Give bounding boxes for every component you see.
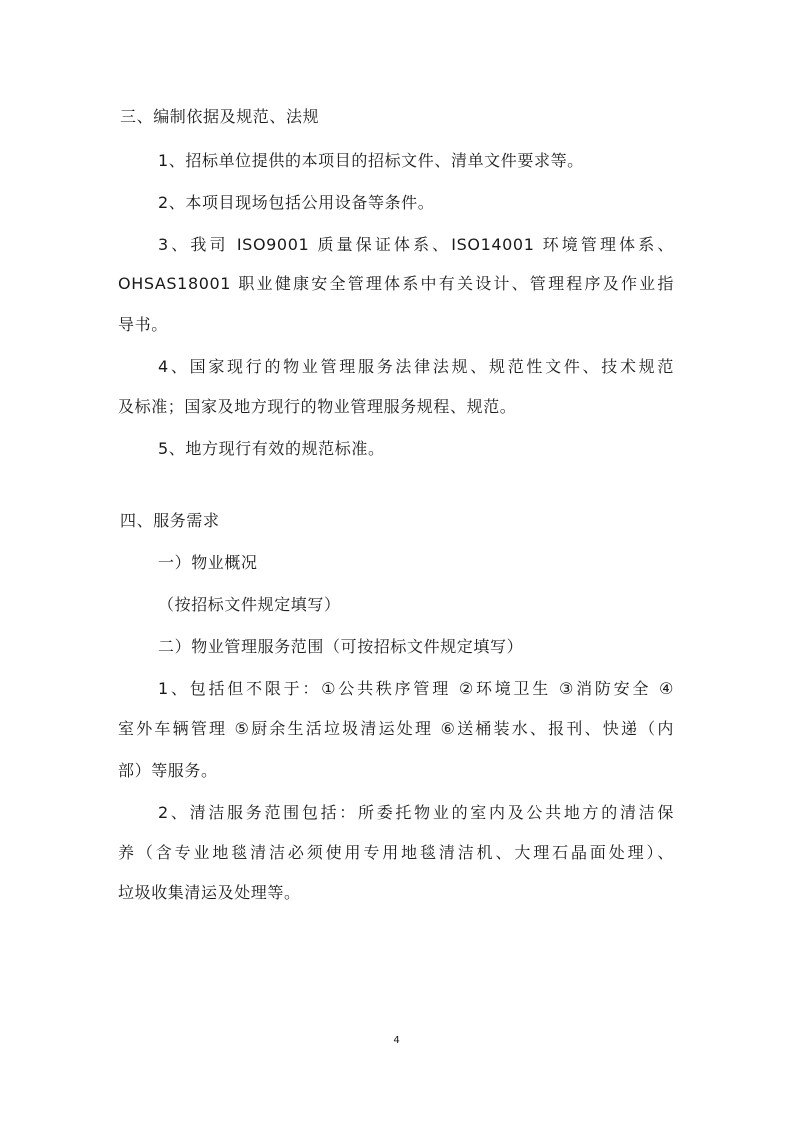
section-3-item-5: 5、地方现行有效的规范标准。 bbox=[158, 439, 385, 458]
section-3-item-3-line-1: 3、我司 ISO9001 质量保证体系、ISO14001 环境管理体系、 bbox=[158, 235, 674, 254]
subsection-2-title: 二）物业管理服务范围（可按招标文件规定填写） bbox=[158, 637, 524, 656]
section-3-item-1: 1、招标单位提供的本项目的招标文件、清单文件要求等。 bbox=[158, 151, 584, 170]
section-3-item-2: 2、本项目现场包括公用设备等条件。 bbox=[158, 193, 435, 212]
section-4-heading: 四、服务需求 bbox=[120, 511, 220, 530]
section-3-heading: 三、编制依据及规范、法规 bbox=[120, 107, 320, 126]
subsection-2-item-2-line-2: 养（含专业地毯清洁必须使用专用地毯清洁机、大理石晶面处理）、 bbox=[118, 843, 674, 862]
page-number: 4 bbox=[393, 1035, 400, 1046]
subsection-1-title: 一）物业概况 bbox=[158, 553, 258, 572]
subsection-2-item-1-line-3: 部）等服务。 bbox=[118, 761, 218, 780]
subsection-2-item-2-line-3: 垃圾收集清运及处理等。 bbox=[118, 883, 301, 902]
subsection-2-item-2-line-1: 2、清洁服务范围包括：所委托物业的室内及公共地方的清洁保 bbox=[158, 803, 674, 822]
subsection-1-note: （按招标文件规定填写） bbox=[158, 595, 341, 614]
section-3-item-3-line-2: OHSAS18001 职业健康安全管理体系中有关设计、管理程序及作业指 bbox=[118, 274, 674, 293]
subsection-2-item-1-line-2: 室外车辆管理 ⑤厨余生活垃圾清运处理 ⑥送桶装水、报刊、快递（内 bbox=[118, 719, 674, 738]
section-3-item-4-line-1: 4、国家现行的物业管理服务法律法规、规范性文件、技术规范 bbox=[158, 357, 674, 376]
section-3-item-3-line-3: 导书。 bbox=[118, 315, 168, 334]
subsection-2-item-1-line-1: 1、包括但不限于：①公共秩序管理 ②环境卫生 ③消防安全 ④ bbox=[158, 679, 674, 698]
section-3-item-4-line-2: 及标准；国家及地方现行的物业管理服务规程、规范。 bbox=[118, 397, 517, 416]
